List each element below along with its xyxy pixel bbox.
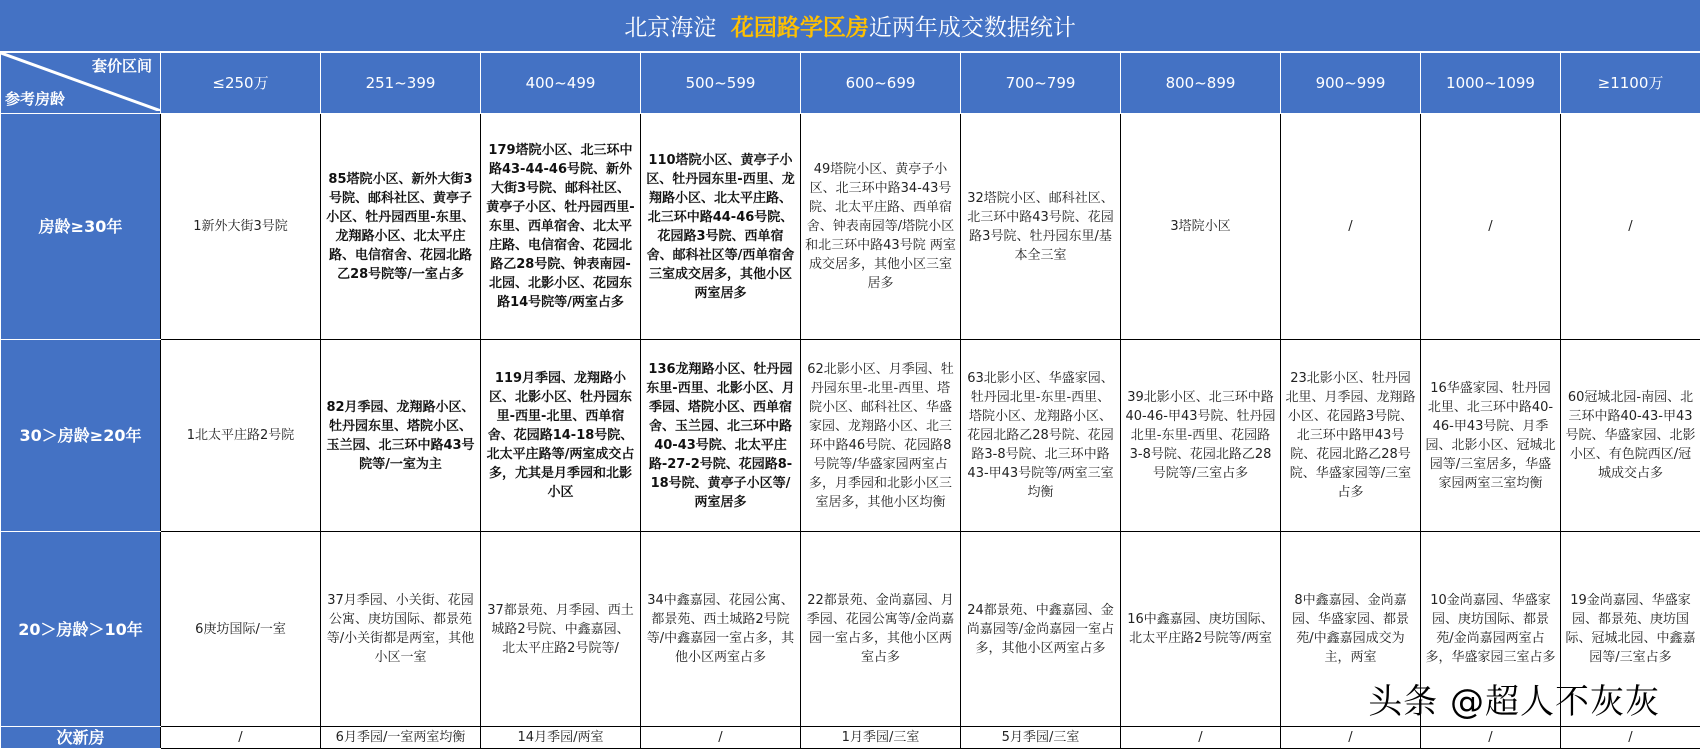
table-cell: 179塔院小区、北三环中路43-44-46号院、新外大街3号院、邮科社区、黄亭子小区、牡丹园西里-东里、西单宿舍、北太平庄路、电信宿舍、花园北路乙28号院、钟表南园-北园、北影小区、花园东路14号院等/两室占多 [481, 114, 641, 340]
title-suffix: 近两年成交数据统计 [868, 15, 1076, 41]
table-cell: / [161, 727, 321, 749]
table-cell: 110塔院小区、黄亭子小区、牡丹园东里-西里、龙翔路小区、北太平庄路、北三环中路44-46号院、花园路3号院、西单宿舍、邮科社区等/西单宿舍三室成交居多，其他小区两室居多 [641, 114, 801, 340]
column-header: 700~799 [961, 53, 1121, 114]
column-header: ≥1100万 [1561, 53, 1700, 114]
column-header: 1000~1099 [1421, 53, 1561, 114]
table-cell: 24都景苑、中鑫嘉园、金尚嘉园等/金尚嘉园一室占多，其他小区两室占多 [961, 532, 1121, 727]
table-row [1, 727, 1700, 749]
table-cell: 5月季园/三室 [961, 727, 1121, 749]
column-header: 900~999 [1281, 53, 1421, 114]
column-header: 800~899 [1121, 53, 1281, 114]
table-cell: 3塔院小区 [1121, 114, 1281, 340]
table-cell: / [1561, 727, 1700, 749]
table-cell: 6庚坊国际/一室 [161, 532, 321, 727]
row-header: 30＞房龄≥20年 [1, 340, 161, 532]
table-cell: 23北影小区、牡丹园北里、月季园、龙翔路小区、花园路3号院、北三环中路甲43号院、花园北路乙28号院、华盛家园等/三室占多 [1281, 340, 1421, 532]
table-cell: 49塔院小区、黄亭子小区、北三环中路34-43号院、北太平庄路、西单宿舍、钟表南园等/塔院小区和北三环中路43号院 两室成交居多，其他小区三室居多 [801, 114, 961, 340]
title-highlight: 花园路学区房 [730, 15, 869, 41]
table-cell: 1新外大街3号院 [161, 114, 321, 340]
table-cell: 22都景苑、金尚嘉园、月季园、花园公寓等/金尚嘉园一室占多，其他小区两室占多 [801, 532, 961, 727]
table-cell: 63北影小区、华盛家园、牡丹园北里-东里-西里、塔院小区、龙翔路小区、花园北路乙28号院、花园路3-8号院、北三环中路43-甲43号院等/两室三室均衡 [961, 340, 1121, 532]
table-cell: 39北影小区、北三环中路40-46-甲43号院、牡丹园北里-东里-西里、花园路3-8号院、花园北路乙28号院等/三室占多 [1121, 340, 1281, 532]
table-row [1, 114, 1700, 340]
table-cell: 8中鑫嘉园、金尚嘉园、华盛家园、都景苑/中鑫嘉园成交为主，两室 [1281, 532, 1421, 727]
table-cell: 16华盛家园、牡丹园北里、北三环中路40-46-甲43号院、月季园、北影小区、冠城北园等/三室居多，华盛家园两室三室均衡 [1421, 340, 1561, 532]
table-cell: 10金尚嘉园、华盛家园、庚坊国际、都景苑/金尚嘉园两室占多，华盛家园三室占多 [1421, 532, 1561, 727]
table-cell: 62北影小区、月季园、牡丹园东里-北里-西里、塔院小区、邮科社区、华盛家园、龙翔路小区、北三环中路46号院、花园路8号院等/华盛家园两室占多，月季园和北影小区三室居多，其他小区均衡 [801, 340, 961, 532]
column-header: 600~699 [801, 53, 961, 114]
row-header: 房龄≥30年 [1, 114, 161, 340]
column-header: 251~399 [321, 53, 481, 114]
table-cell: 1月季园/三室 [801, 727, 961, 749]
column-header: ≤250万 [161, 53, 321, 114]
table-cell: 60冠城北园-南园、北三环中路40-43-甲43号院、华盛家园、北影小区、有色院西区/冠城成交占多 [1561, 340, 1700, 532]
corner-header [1, 53, 161, 114]
table-cell: / [1121, 727, 1281, 749]
table-cell: / [1281, 114, 1421, 340]
table-cell: / [641, 727, 801, 749]
table-cell: 136龙翔路小区、牡丹园东里-西里、北影小区、月季园、塔院小区、西单宿舍、玉兰园、北三环中路40-43号院、北太平庄路-27-2号院、花园路8-18号院、黄亭子小区等/两室居多 [641, 340, 801, 532]
table-cell: 82月季园、龙翔路小区、牡丹园东里、塔院小区、玉兰园、北三环中路43号院等/一室为主 [321, 340, 481, 532]
table-cell: 6月季园/一室两室均衡 [321, 727, 481, 749]
watermark: 头条 @超人不灰灰 [1368, 682, 1660, 722]
table-cell: 32塔院小区、邮科社区、北三环中路43号院、花园路3号院、牡丹园东里/基本全三室 [961, 114, 1121, 340]
table-cell: 37月季园、小关街、花园公寓、庚坊国际、都景苑等/小关街都是两室，其他小区一室 [321, 532, 481, 727]
column-header: 500~599 [641, 53, 801, 114]
column-header: 400~499 [481, 53, 641, 114]
table-cell: / [1281, 727, 1421, 749]
table-cell: 119月季园、龙翔路小区、北影小区、牡丹园东里-西里-北里、西单宿舍、花园路14-18号院、北太平庄路等/两室成交占多，尤其是月季园和北影小区 [481, 340, 641, 532]
table-cell: 19金尚嘉园、华盛家园、都景苑、庚坊国际、冠城北园、中鑫嘉园等/三室占多 [1561, 532, 1700, 727]
table-title [0, 0, 1700, 52]
table-cell: 37都景苑、月季园、西土城路2号院、中鑫嘉园、北太平庄路2号院等/ [481, 532, 641, 727]
transaction-table [0, 52, 1700, 749]
table-cell: 14月季园/两室 [481, 727, 641, 749]
table-cell: / [1421, 727, 1561, 749]
table-cell: 1北太平庄路2号院 [161, 340, 321, 532]
row-header: 次新房 [1, 727, 161, 749]
table-cell: 85塔院小区、新外大街3号院、邮科社区、黄亭子小区、牡丹园西里-东里、龙翔路小区、北太平庄路、电信宿舍、花园北路乙28号院等/一室占多 [321, 114, 481, 340]
header-row [1, 53, 1700, 114]
table-cell: 16中鑫嘉园、庚坊国际、北太平庄路2号院等/两室 [1121, 532, 1281, 727]
table-cell: / [1421, 114, 1561, 340]
title-prefix: 北京海淀 [624, 15, 731, 41]
row-header: 20＞房龄＞10年 [1, 532, 161, 727]
table-cell: 34中鑫嘉园、花园公寓、都景苑、西土城路2号院等/中鑫嘉园一室占多，其他小区两室占多 [641, 532, 801, 727]
price-range-label: 套价区间 [91, 57, 152, 75]
table-row [1, 340, 1700, 532]
house-age-label: 参考房龄 [5, 90, 66, 108]
table-cell: / [1561, 114, 1700, 340]
